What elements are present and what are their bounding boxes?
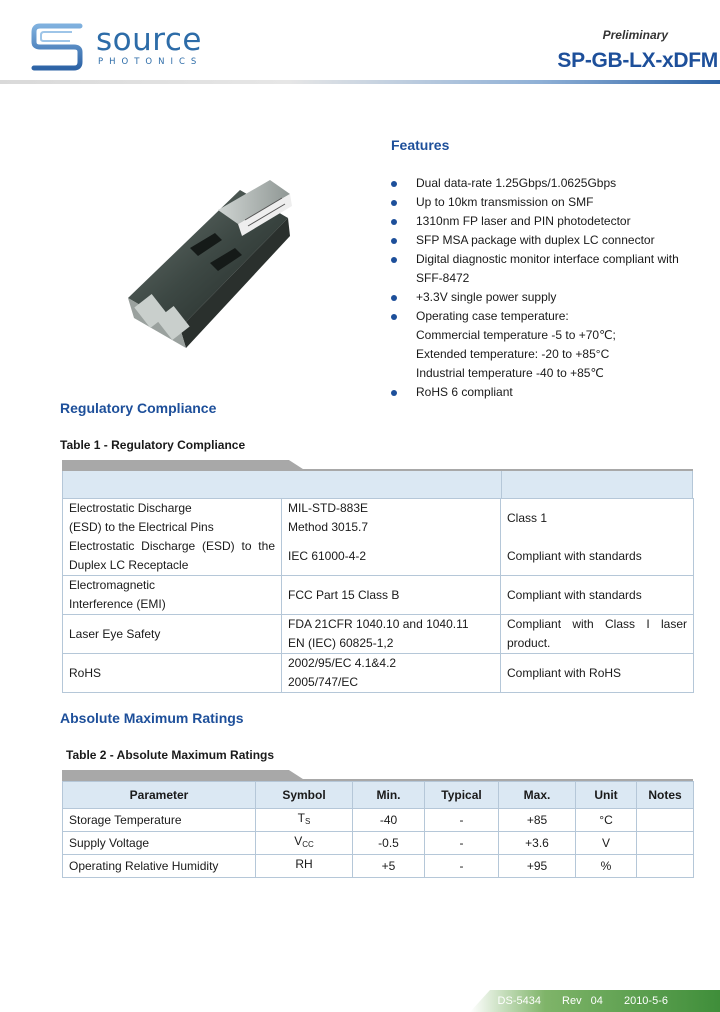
cell-max: +95 — [499, 855, 576, 878]
bullet-icon — [391, 390, 397, 396]
cell-performance: Class 1 — [501, 499, 694, 538]
list-item: RoHS 6 compliant — [390, 383, 690, 402]
table2-title: Table 2 - Absolute Maximum Ratings — [66, 748, 275, 762]
footer-date: 2010-5-6 — [623, 995, 668, 1007]
cell-min: -0.5 — [353, 832, 425, 855]
cell-parameter: Operating Relative Humidity — [63, 855, 256, 878]
cell-standard: FDA 21CFR 1040.10 and 1040.11 EN (IEC) 60825-1,2 — [282, 615, 501, 654]
table-header-row — [63, 782, 694, 809]
company-logo — [30, 22, 220, 74]
col-header-symbol: Symbol — [256, 782, 353, 809]
header-divider — [0, 80, 720, 84]
cell-notes — [637, 855, 694, 878]
list-item: Up to 10km transmission on SMF — [390, 193, 690, 212]
col-header-min: Min. — [353, 782, 425, 809]
table-header-row — [62, 471, 693, 498]
cell-max: +85 — [499, 809, 576, 832]
logo-mark-icon — [30, 22, 84, 72]
temp-extended: Extended temperature: -20 to +85°C — [416, 347, 610, 361]
cell-unit: % — [576, 855, 637, 878]
logo-subtitle: PHOTONICS — [98, 57, 203, 67]
cell-notes — [637, 809, 694, 832]
cell-symbol: $V_{CC}$ — [256, 832, 353, 855]
cell-performance: Compliant with Class I laser product. — [501, 615, 694, 654]
bullet-icon — [391, 200, 397, 206]
table-row — [63, 832, 694, 855]
cell-standard: MIL-STD-883E Method 3015.7 — [282, 499, 501, 538]
list-item: Digital diagnostic monitor interface compliant with SFF-8472 — [390, 250, 690, 288]
model-number: SP-GB-LX-xDFM — [557, 49, 718, 72]
cell-symbol: $T_S$ — [256, 809, 353, 832]
col-header-typical: Typical — [425, 782, 499, 809]
table-row — [63, 576, 694, 615]
list-item: +3.3V single power supply — [390, 288, 690, 307]
cell-typical: - — [425, 809, 499, 832]
cell-feature: Electrostatic Discharge (ESD) to the Electrical Pins — [63, 499, 282, 538]
features-list — [390, 174, 690, 402]
footer-revision: Rev 04 — [562, 995, 603, 1007]
temp-commercial: Commercial temperature -5 to +70℃; — [416, 328, 616, 342]
cell-performance: Compliant with standards — [501, 576, 694, 615]
cell-standard: FCC Part 15 Class B — [282, 576, 501, 615]
table-tab-strip — [62, 770, 693, 781]
bullet-icon — [391, 314, 397, 320]
bullet-icon — [391, 219, 397, 225]
cell-typical: - — [425, 855, 499, 878]
table-row — [63, 809, 694, 832]
regulatory-heading: Regulatory Compliance — [60, 400, 217, 416]
bullet-icon — [391, 295, 397, 301]
cell-unit: V — [576, 832, 637, 855]
table-row — [63, 615, 694, 654]
temp-industrial: Industrial temperature -40 to +85℃ — [416, 366, 604, 380]
cell-typical: - — [425, 832, 499, 855]
table-row — [63, 855, 694, 878]
table1-title: Table 1 - Regulatory Compliance — [60, 438, 246, 452]
cell-unit: °C — [576, 809, 637, 832]
list-item: SFP MSA package with duplex LC connector — [390, 231, 690, 250]
cell-notes — [637, 832, 694, 855]
bullet-icon — [391, 257, 397, 263]
features-heading: Features — [391, 137, 450, 153]
list-item: Dual data-rate 1.25Gbps/1.0625Gbps — [390, 174, 690, 193]
regulatory-table — [62, 460, 693, 693]
footer-info — [486, 995, 668, 1007]
cell-parameter: Supply Voltage — [63, 832, 256, 855]
cell-feature: Laser Eye Safety — [63, 615, 282, 654]
col-header-unit: Unit — [576, 782, 637, 809]
cell-min: +5 — [353, 855, 425, 878]
col-header-max: Max. — [499, 782, 576, 809]
preliminary-label: Preliminary — [602, 28, 668, 42]
cell-feature: Electrostatic Discharge (ESD) to the Duplex LC Receptacle — [63, 537, 282, 576]
table-row — [63, 499, 694, 538]
table-tab-strip — [62, 460, 693, 471]
cell-performance: Compliant with RoHS — [501, 654, 694, 693]
absolute-ratings-heading: Absolute Maximum Ratings — [60, 710, 244, 726]
bullet-icon — [391, 238, 397, 244]
list-item: 1310nm FP laser and PIN photodetector — [390, 212, 690, 231]
logo-wordmark: source — [96, 22, 202, 58]
cell-standard: IEC 61000-4-2 — [282, 537, 501, 576]
table-row — [63, 654, 694, 693]
col-header-parameter: Parameter — [63, 782, 256, 809]
list-item: Operating case temperature: — [390, 307, 690, 326]
cell-feature: RoHS — [63, 654, 282, 693]
cell-max: +3.6 — [499, 832, 576, 855]
cell-parameter: Storage Temperature — [63, 809, 256, 832]
cell-min: -40 — [353, 809, 425, 832]
bullet-icon — [391, 181, 397, 187]
sfp-module-image — [110, 178, 300, 368]
cell-performance: Compliant with standards — [501, 537, 694, 576]
col-header-notes: Notes — [637, 782, 694, 809]
cell-feature: Electromagnetic Interference (EMI) — [63, 576, 282, 615]
absolute-ratings-table — [62, 770, 693, 878]
table-row — [63, 537, 694, 576]
cell-standard: 2002/95/EC 4.1&4.2 2005/747/EC — [282, 654, 501, 693]
footer-doc-number: DS-5434 — [497, 995, 541, 1007]
cell-symbol: RH — [256, 855, 353, 878]
